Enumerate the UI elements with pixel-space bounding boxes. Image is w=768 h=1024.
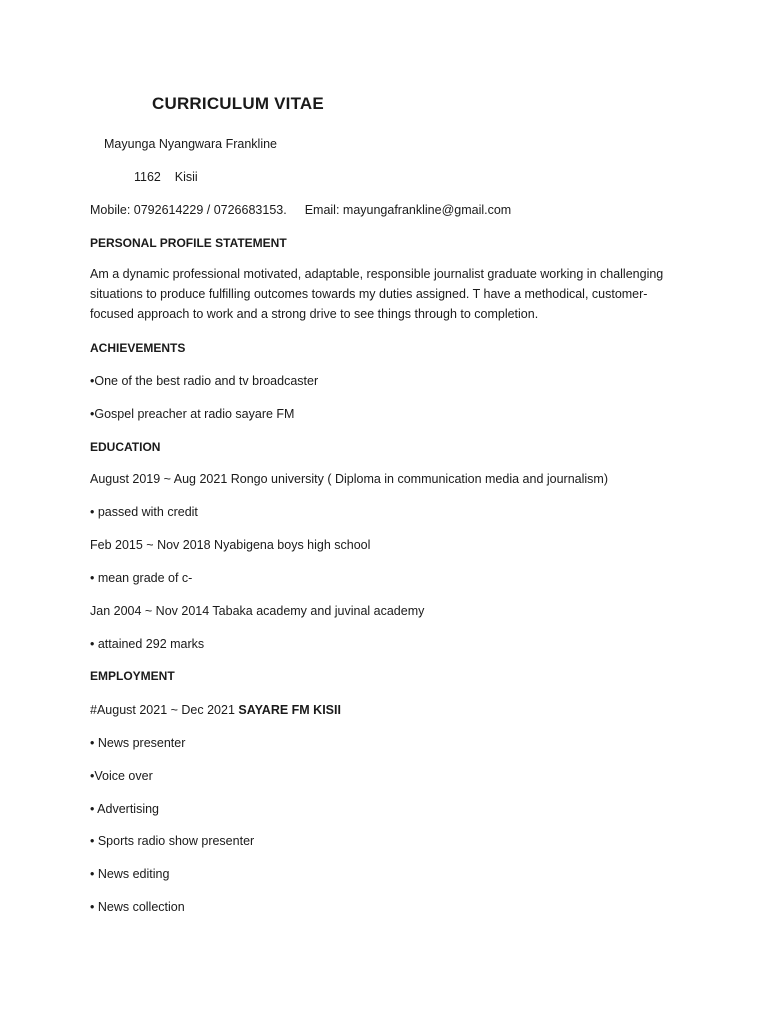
mobile-numbers: Mobile: 0792614229 / 0726683153.: [90, 203, 287, 217]
achievement-item: •One of the best radio and tv broadcaster: [90, 374, 319, 388]
education-entry: Feb 2015 ~ Nov 2018 Nyabigena boys high school: [90, 538, 371, 552]
duty-item: •Voice over: [90, 769, 153, 783]
employment-heading: EMPLOYMENT: [90, 669, 175, 683]
document-title: CURRICULUM VITAE: [152, 94, 324, 113]
education-entry: August 2019 ~ Aug 2021 Rongo university ( Diploma in communication media and journalism): [90, 472, 608, 486]
duty-item: • News presenter: [90, 736, 186, 750]
duty-item: • Sports radio show presenter: [90, 834, 255, 848]
duty-item: • News editing: [90, 867, 170, 881]
candidate-address: 1162 Kisii: [134, 170, 198, 184]
education-note: • attained 292 marks: [90, 637, 205, 651]
employment-entry: [90, 700, 341, 720]
education-entry: Jan 2004 ~ Nov 2014 Tabaka academy and juvinal academy: [90, 604, 425, 618]
email-address: Email: mayungafrankline@gmail.com: [304, 203, 512, 217]
duty-item: • News collection: [90, 900, 185, 914]
employer-name: SAYARE FM KISII: [238, 703, 341, 717]
education-note: • passed with credit: [90, 505, 198, 519]
profile-heading: PERSONAL PROFILE STATEMENT: [90, 236, 287, 250]
achievements-heading: ACHIEVEMENTS: [90, 341, 186, 355]
contact-line: [90, 200, 511, 220]
education-heading: EDUCATION: [90, 440, 161, 454]
employment-period: #August 2021 ~ Dec 2021: [90, 703, 239, 717]
candidate-name: Mayunga Nyangwara Frankline: [104, 137, 278, 151]
achievement-item: •Gospel preacher at radio sayare FM: [90, 407, 295, 421]
duty-item: • Advertising: [90, 802, 159, 816]
profile-statement: Am a dynamic professional motivated, adaptable, responsible journalist graduate working in challenging situations to produce fulfilling outcomes towards my duties assigned. T have a methodical, customer-focused approach to work and a strong drive to see things through to completion.: [90, 267, 664, 321]
education-note: • mean grade of c-: [90, 571, 193, 585]
